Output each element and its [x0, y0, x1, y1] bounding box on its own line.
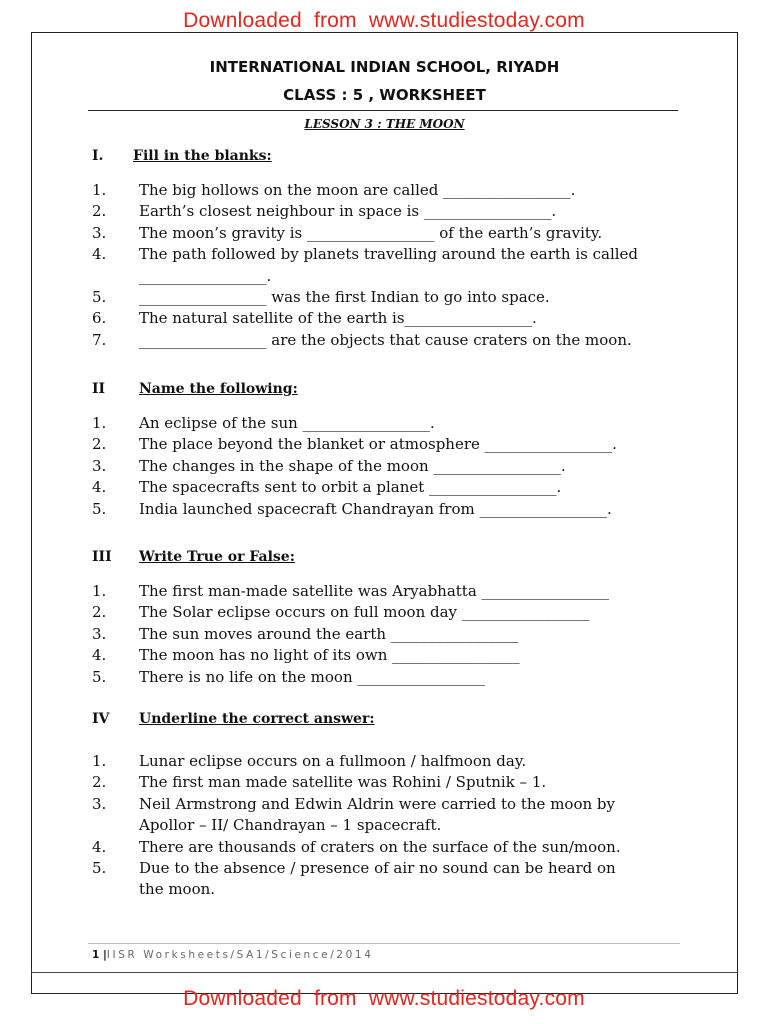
question-number: 1.	[92, 414, 107, 432]
footer-divider	[88, 943, 680, 944]
question-text: The big hollows on the moon are called _________________.	[139, 181, 576, 199]
question-text: The moon’s gravity is _________________ of the earth’s gravity.	[139, 223, 603, 242]
question-number: 5.	[92, 859, 107, 877]
question-number: 7.	[92, 330, 107, 349]
question-text: There is no life on the moon _________________	[139, 667, 485, 686]
question-number: 2.	[92, 435, 107, 454]
question-text: The sun moves around the earth _________________	[139, 624, 519, 643]
question-number: 2.	[92, 603, 107, 622]
question-number: 1.	[92, 752, 107, 770]
question-number: 1.	[92, 582, 107, 600]
watermark-top: Downloaded from www.studiestoday.com	[183, 9, 585, 32]
question-text: The spacecrafts sent to orbit a planet _________________.	[139, 478, 562, 497]
question-text: Earth’s closest neighbour in space is _________________.	[139, 202, 557, 221]
page-footer	[92, 949, 373, 961]
question-text: The changes in the shape of the moon _________________.	[139, 456, 566, 475]
school-name: INTERNATIONAL INDIAN SCHOOL, RIYADH	[209, 58, 560, 76]
question-text: The Solar eclipse occurs on full moon day _________________	[139, 603, 590, 622]
question-number: 5.	[92, 499, 107, 518]
question-text: The natural satellite of the earth is_________________.	[139, 309, 537, 328]
question-text: the moon.	[139, 880, 216, 899]
question-number: 6.	[92, 309, 107, 328]
section-title: Write True or False:	[139, 549, 295, 565]
question-text: The first man-made satellite was Aryabhatta _________________	[139, 582, 610, 600]
question-number: 3.	[92, 223, 107, 242]
section-number: IV	[92, 711, 110, 727]
page-number: 1 |	[92, 949, 107, 961]
question-number: 3.	[92, 456, 107, 475]
header-divider	[88, 110, 678, 111]
class-worksheet-title: CLASS : 5 , WORKSHEET	[283, 86, 486, 104]
question-number: 1.	[92, 181, 107, 199]
watermark-bottom: Downloaded from www.studiestoday.com	[183, 987, 585, 1010]
question-text: _________________.	[139, 266, 272, 285]
question-number: 5.	[92, 667, 107, 686]
question-text: The place beyond the blanket or atmosphere _________________.	[139, 435, 617, 454]
question-number: 3.	[92, 624, 107, 643]
question-number: 4.	[92, 478, 107, 497]
question-text: The moon has no light of its own _________________	[139, 646, 520, 665]
question-text: The path followed by planets travelling around the earth is called	[139, 245, 639, 264]
question-number: 2.	[92, 773, 107, 792]
question-number: 4.	[92, 245, 107, 264]
question-text: Neil Armstrong and Edwin Aldrin were carried to the moon by	[139, 794, 615, 813]
question-text: _________________ was the first Indian to go into space.	[139, 288, 550, 306]
question-text: The first man made satellite was Rohini / Sputnik – 1.	[139, 773, 547, 792]
lesson-title: LESSON 3 : THE MOON	[304, 117, 465, 131]
question-number: 3.	[92, 794, 107, 813]
section-title: Name the following:	[139, 381, 298, 397]
question-number: 2.	[92, 202, 107, 221]
question-text: India launched spacecraft Chandrayan from _________________.	[139, 499, 612, 518]
question-text: There are thousands of craters on the surface of the sun/moon.	[139, 837, 621, 856]
question-text: Lunar eclipse occurs on a fullmoon / halfmoon day.	[139, 752, 527, 770]
question-number: 4.	[92, 646, 107, 665]
footer-text: IISR Worksheets/SA1/Science/2014	[106, 949, 374, 961]
bottom-divider	[31, 972, 738, 973]
question-text: _________________ are the objects that cause craters on the moon.	[139, 330, 632, 349]
section-number: I.	[92, 148, 104, 164]
section-number: II	[92, 381, 106, 397]
section-title: Fill in the blanks:	[133, 148, 272, 164]
question-text: Due to the absence / presence of air no sound can be heard on	[139, 859, 616, 877]
section-title: Underline the correct answer:	[139, 711, 375, 727]
section-number: III	[92, 549, 112, 565]
question-number: 4.	[92, 837, 107, 856]
question-text: An eclipse of the sun _________________.	[139, 414, 435, 432]
question-text: Apollor – II/ Chandrayan – 1 spacecraft.	[139, 816, 442, 835]
question-number: 5.	[92, 288, 107, 306]
